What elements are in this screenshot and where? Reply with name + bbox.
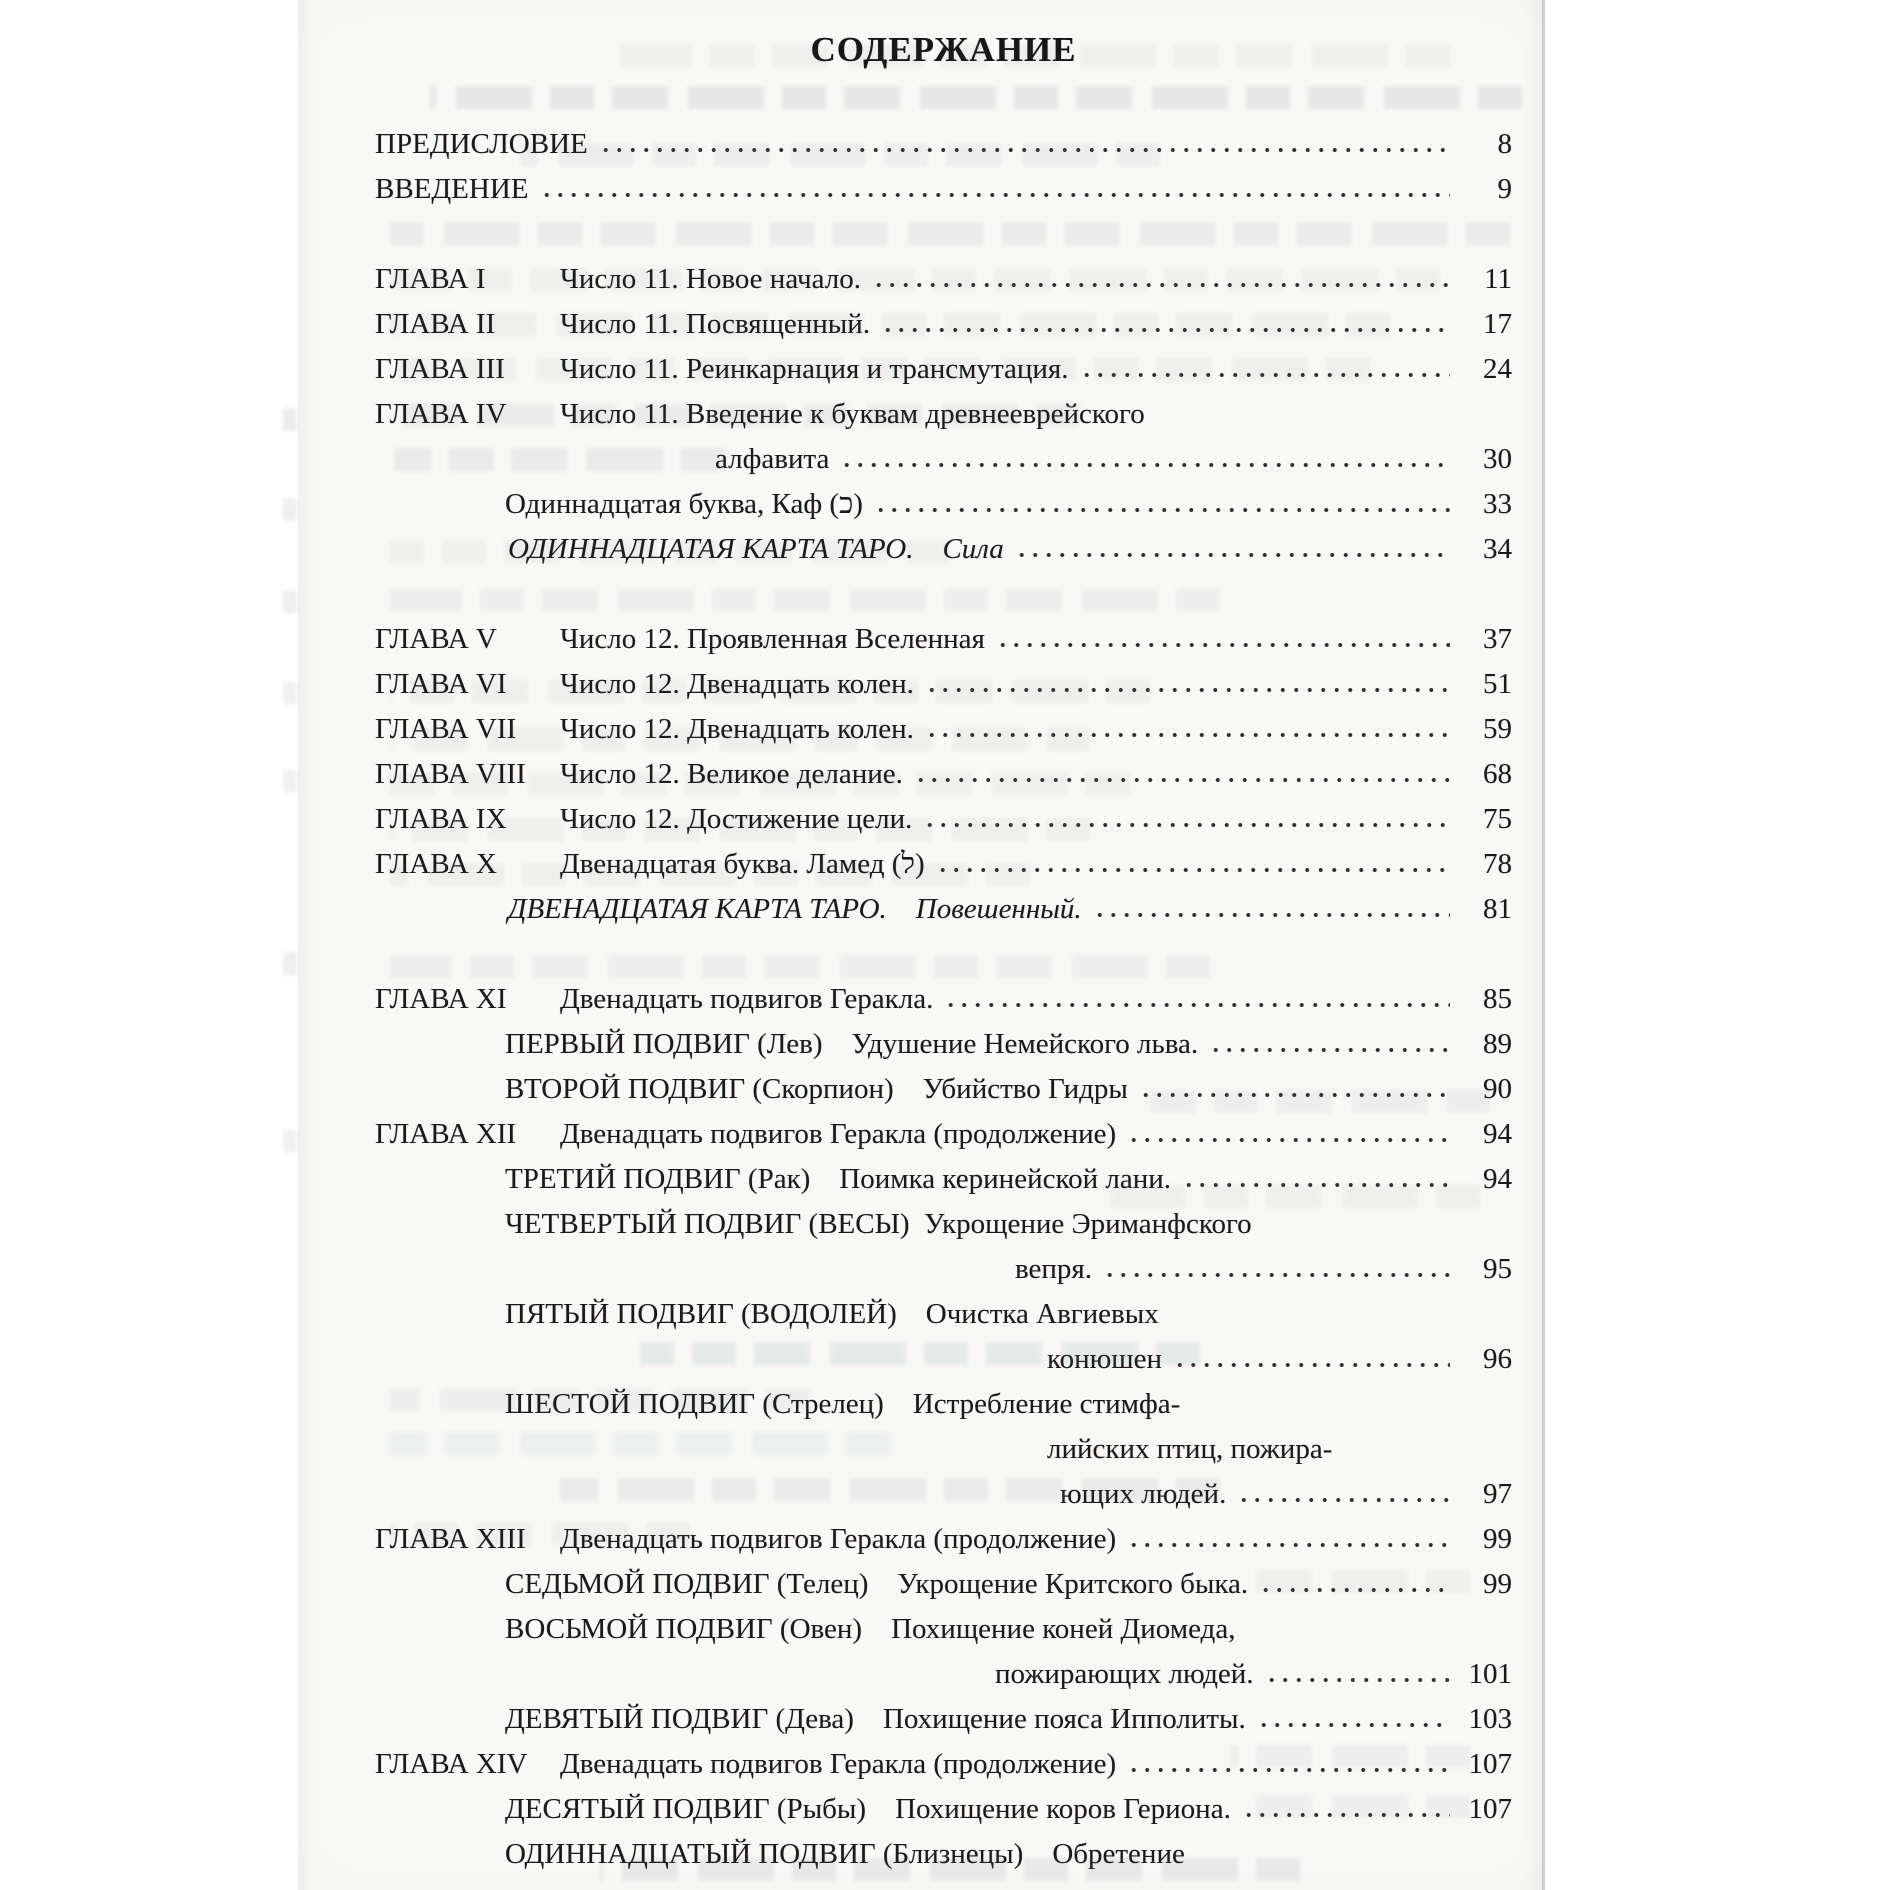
- bleedthrough-artifact: [283, 770, 297, 793]
- page-number: 94: [1483, 1118, 1512, 1150]
- toc-row: [375, 1028, 1512, 1073]
- dot-leader: [1233, 1494, 1450, 1503]
- entry-title: ПЕРВЫЙ ПОДВИГ (Лев) Удушение Немейского льва.: [505, 1028, 1199, 1060]
- entry-title: Двенадцать подвигов Геракла (продолжение): [560, 1118, 1117, 1150]
- chapter-label: ГЛАВА I: [375, 263, 486, 295]
- entry-title: пожирающих людей.: [995, 1658, 1254, 1690]
- bleedthrough-artifact: [390, 863, 1030, 886]
- entry-title: Число 11. Новое начало.: [560, 263, 861, 295]
- toc-row: [375, 1658, 1512, 1703]
- bleedthrough-artifact: [390, 404, 1080, 427]
- bleedthrough-artifact: [1100, 1185, 1480, 1208]
- chapter-label: ГЛАВА V: [375, 623, 497, 655]
- entry-title: ВВЕДЕНИЕ: [375, 173, 529, 205]
- bleedthrough-artifact: [390, 358, 1370, 381]
- entry-title: Число 12. Двенадцать колен.: [560, 713, 914, 745]
- dot-leader: [1089, 909, 1450, 918]
- bleedthrough-artifact: [283, 682, 297, 705]
- bleedthrough-artifact: [390, 268, 1440, 291]
- entry-title: конюшен: [1047, 1343, 1163, 1375]
- chapter-label: ГЛАВА XIII: [375, 1523, 526, 1555]
- entry-title: Число 11. Реинкарнация и трансмутация.: [560, 353, 1069, 385]
- bleedthrough-artifact: [390, 313, 1390, 336]
- entry-title: СЕДЬМОЙ ПОДВИГ (Телец) Укрощение Критского быка.: [505, 1568, 1249, 1600]
- bleedthrough-artifact: [390, 588, 1220, 611]
- entry-title: ДВЕНАДЦАТАЯ КАРТА ТАРО. Повешенный.: [508, 893, 1082, 925]
- dot-leader: [836, 459, 1450, 468]
- bleedthrough-artifact: [520, 143, 1160, 166]
- bleedthrough-artifact: [640, 1342, 1200, 1365]
- bleedthrough-artifact: [283, 498, 297, 521]
- entry-title: Число 12. Проявленная Вселенная: [560, 623, 985, 655]
- bleedthrough-artifact: [390, 680, 1150, 703]
- toc-row: [375, 1703, 1512, 1748]
- entry-title: Число 11. Посвященный.: [560, 308, 871, 340]
- entry-title: Число 12. Великое делание.: [560, 758, 903, 790]
- dot-leader: [1011, 549, 1450, 558]
- bleedthrough-artifact: [430, 86, 1522, 109]
- page-number: 37: [1483, 623, 1512, 655]
- dot-leader: [992, 639, 1450, 648]
- chapter-label: ГЛАВА II: [375, 308, 496, 340]
- page-number: 51: [1483, 668, 1512, 700]
- chapter-label: ГЛАВА VI: [375, 668, 507, 700]
- bleedthrough-artifact: [600, 1858, 1300, 1881]
- bleedthrough-artifact: [390, 772, 1130, 795]
- entry-title: ВОСЬМОЙ ПОДВИГ (Овен) Похищение коней Диомеда,: [505, 1613, 1236, 1645]
- chapter-label: ГЛАВА VII: [375, 713, 517, 745]
- dot-leader: [940, 999, 1450, 1008]
- page-number: 9: [1497, 173, 1512, 205]
- dot-leader: [536, 189, 1451, 198]
- dot-leader: [870, 504, 1450, 513]
- entry-title: Двенадцать подвигов Геракла (продолжение): [560, 1523, 1117, 1555]
- bleedthrough-artifact: [1150, 1090, 1490, 1113]
- page-number: 34: [1483, 533, 1512, 565]
- page-number: 89: [1483, 1028, 1512, 1060]
- toc-row: [375, 1208, 1512, 1253]
- chapter-label: ГЛАВА IV: [375, 398, 507, 430]
- dot-leader: [1123, 1134, 1450, 1143]
- toc-row: [375, 623, 1512, 668]
- entry-title: Одиннадцатая буква, Каф (כ): [505, 488, 863, 520]
- page-number: 78: [1483, 848, 1512, 880]
- bleedthrough-artifact: [283, 590, 297, 613]
- bleedthrough-artifact: [390, 728, 1090, 751]
- entry-title: ПЯТЫЙ ПОДВИГ (ВОДОЛЕЙ) Очистка Авгиевых: [505, 1298, 1159, 1330]
- chapter-label: ГЛАВА XI: [375, 983, 507, 1015]
- bleedthrough-artifact: [390, 955, 1210, 978]
- chapter-label: ГЛАВА III: [375, 353, 505, 385]
- bleedthrough-artifact: [1240, 1795, 1470, 1818]
- dot-leader: [1205, 1044, 1450, 1053]
- toc-row: [375, 983, 1512, 1028]
- entry-title: лийских птиц, пожира-: [1047, 1433, 1333, 1465]
- bleedthrough-artifact: [390, 222, 1510, 245]
- entry-title: ОДИННАДЦАТЫЙ ПОДВИГ (Близнецы) Обретение: [505, 1838, 1185, 1870]
- toc-row: [375, 893, 1512, 938]
- entry-title: Число 12. Двенадцать колен.: [560, 668, 914, 700]
- page-number: 11: [1484, 263, 1512, 295]
- page-number: 103: [1468, 1703, 1512, 1735]
- entry-title: Двенадцать подвигов Геракла.: [560, 983, 934, 1015]
- toc-row: [375, 488, 1512, 533]
- bleedthrough-artifact: [1240, 1570, 1470, 1593]
- toc-row: [375, 1613, 1512, 1658]
- page-number: 33: [1483, 488, 1512, 520]
- entry-title: ющих людей.: [1060, 1478, 1227, 1510]
- entry-title: Двенадцать подвигов Геракла (продолжение): [560, 1748, 1117, 1780]
- page-number: 68: [1483, 758, 1512, 790]
- bleedthrough-artifact: [390, 1388, 810, 1411]
- entry-title: ДЕСЯТЫЙ ПОДВИГ (Рыбы) Похищение коров Гериона.: [505, 1793, 1231, 1825]
- entry-title: ОДИННАДЦАТАЯ КАРТА ТАРО. Сила: [508, 533, 1004, 565]
- dot-leader: [1261, 1674, 1450, 1683]
- page-number: 85: [1483, 983, 1512, 1015]
- page-number: 107: [1468, 1748, 1512, 1780]
- entry-title: Число 12. Достижение цели.: [560, 803, 913, 835]
- table-of-contents: [375, 128, 1512, 1883]
- page-number: 97: [1483, 1478, 1512, 1510]
- entry-title: Двенадцатая буква. Ламед (ל): [560, 848, 925, 880]
- page-number: 59: [1483, 713, 1512, 745]
- entry-title: Число 11. Введение к буквам древнееврейского: [560, 398, 1145, 430]
- entry-title: ТРЕТИЙ ПОДВИГ (Рак) Поимка керинейской лани.: [505, 1163, 1171, 1195]
- bleedthrough-artifact: [620, 44, 1450, 67]
- bleedthrough-artifact: [395, 448, 725, 471]
- toc-row: [375, 1118, 1512, 1163]
- page-number: 95: [1483, 1253, 1512, 1285]
- page-number: 96: [1483, 1343, 1512, 1375]
- dot-leader: [1169, 1359, 1450, 1368]
- chapter-label: ГЛАВА IX: [375, 803, 507, 835]
- chapter-label: ГЛАВА XIV: [375, 1748, 528, 1780]
- entry-title: ПРЕДИСЛОВИЕ: [375, 128, 588, 160]
- entry-title: вепря.: [1015, 1253, 1093, 1285]
- bleedthrough-artifact: [1230, 1745, 1470, 1768]
- dot-leader: [1253, 1719, 1450, 1728]
- dot-leader: [1123, 1539, 1450, 1548]
- page-number: 81: [1483, 893, 1512, 925]
- page-number: 8: [1497, 128, 1512, 160]
- page-number: 75: [1483, 803, 1512, 835]
- chapter-label: ГЛАВА XII: [375, 1118, 517, 1150]
- bleedthrough-artifact: [283, 408, 297, 431]
- entry-title: ВТОРОЙ ПОДВИГ (Скорпион) Убийство Гидры: [505, 1073, 1128, 1105]
- bleedthrough-artifact: [560, 1478, 1220, 1501]
- page-number: 101: [1468, 1658, 1512, 1690]
- chapter-label: ГЛАВА VIII: [375, 758, 526, 790]
- page-number: 107: [1468, 1793, 1512, 1825]
- toc-row: [375, 1253, 1512, 1298]
- page-number: 99: [1483, 1568, 1512, 1600]
- bleedthrough-artifact: [283, 1130, 297, 1153]
- page-number: 30: [1483, 443, 1512, 475]
- dot-leader: [1099, 1269, 1450, 1278]
- chapter-label: ГЛАВА X: [375, 848, 497, 880]
- bleedthrough-artifact: [390, 818, 1090, 841]
- bleedthrough-artifact: [390, 540, 950, 563]
- page-number: 94: [1483, 1163, 1512, 1195]
- page-number: 17: [1483, 308, 1512, 340]
- page-number: 99: [1483, 1523, 1512, 1555]
- entry-title: ЧЕТВЕРТЫЙ ПОДВИГ (ВЕСЫ) Укрощение Эриманфского: [505, 1208, 1252, 1240]
- entry-title: ШЕСТОЙ ПОДВИГ (Стрелец) Истребление стимфа-: [505, 1388, 1181, 1420]
- page-number: 24: [1483, 353, 1512, 385]
- bleedthrough-artifact: [283, 952, 297, 975]
- toc-row: [375, 1298, 1512, 1343]
- entry-title: алфавита: [715, 443, 830, 475]
- toc-row: [375, 173, 1512, 218]
- entry-title: ДЕВЯТЫЙ ПОДВИГ (Дева) Похищение пояса Ипполиты.: [505, 1703, 1246, 1735]
- page-title: СОДЕРЖАНИЕ: [810, 30, 1077, 69]
- bleedthrough-artifact: [390, 1432, 890, 1455]
- page-number: 90: [1483, 1073, 1512, 1105]
- bleedthrough-artifact: [390, 1522, 690, 1545]
